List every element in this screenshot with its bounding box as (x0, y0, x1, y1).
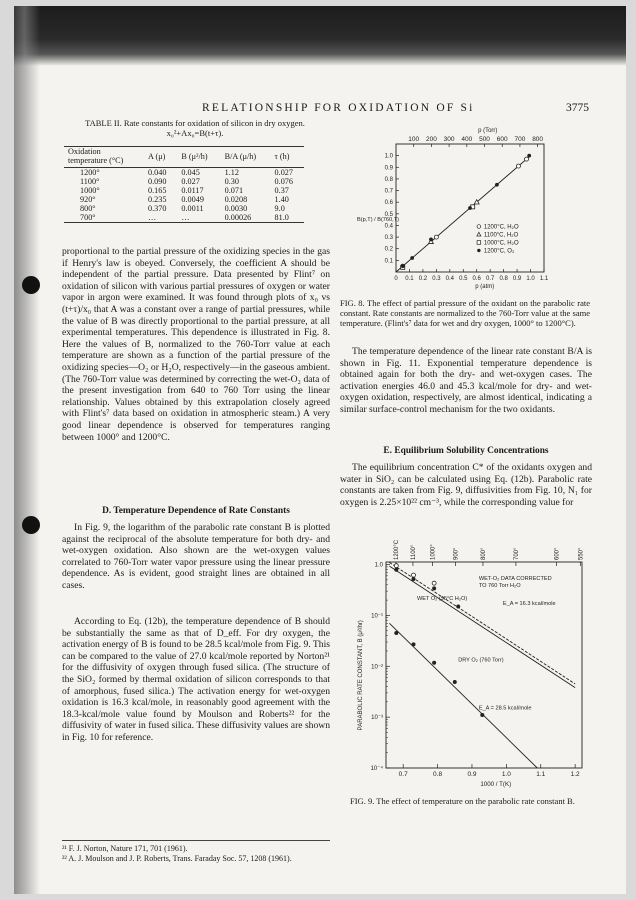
punch-hole (22, 276, 40, 294)
scan-shadow-left (14, 6, 40, 894)
x-tick-label: 0.8 (499, 276, 508, 282)
x-tick-label: 0.6 (472, 276, 481, 282)
section-d-heading: D. Temperature Dependence of Rate Constants (102, 506, 290, 516)
y-tick-label: 0.6 (384, 200, 393, 207)
x-tick-label: 1.1 (539, 276, 549, 282)
table-cell: 0.37 (274, 186, 289, 195)
data-point-dot (495, 183, 499, 187)
top-tick-label: 600 (496, 136, 508, 143)
table-cell: 0.076 (274, 177, 293, 186)
table-row (64, 195, 304, 204)
table-cell: 0.027 (274, 168, 293, 177)
y-tick-label: 0.2 (384, 246, 393, 253)
y-tick-label: 1.0 (374, 562, 383, 569)
fig-9-caption: FIG. 9. The effect of temperature on the parabolic rate constant B. (350, 796, 575, 806)
x-tick-label: 0 (394, 276, 398, 282)
top-tick-label: 500 (479, 136, 490, 143)
data-point-dot (432, 661, 436, 665)
data-point-dot (412, 642, 416, 646)
table-cell: 1.40 (274, 195, 289, 204)
table-cell: 0.0011 (181, 204, 204, 213)
table-row (64, 213, 304, 223)
legend-label: 1200°C, H₂O (483, 224, 519, 231)
table-cell: 0.071 (224, 186, 244, 195)
data-point-dot (453, 680, 457, 684)
data-point-dot (429, 238, 433, 242)
annotation-label: E_A = 28.5 kcal/mole (478, 705, 532, 712)
x-tick-label: 0.9 (512, 276, 522, 282)
legend-marker (477, 249, 480, 252)
y-tick-label: 0.9 (384, 165, 393, 172)
annotation-label: WET O₂ (95°C H₂O) (416, 596, 468, 603)
x-axis-label: 1000 / T(K) (480, 781, 512, 788)
y-axis-label: PARABOLIC RATE CONSTANT, B (μ²/hr) (358, 620, 364, 731)
table-cell: 0.045 (181, 168, 200, 177)
fig-9-chart (350, 532, 600, 794)
table-2-block (64, 118, 326, 223)
data-point-dot (456, 604, 460, 608)
table-cell: 0.027 (181, 177, 200, 186)
data-point-circle (516, 164, 520, 168)
table-cell: 1.12 (224, 168, 239, 177)
table-2-caption: TABLE II. Rate constants for oxidation of silicon in dry oxygen. x₀²+Ax₀=B(t+τ). (85, 118, 305, 138)
table-cell: 0.0117 (181, 186, 204, 195)
table-row (64, 177, 304, 186)
table-cell: 0.165 (148, 186, 167, 195)
x-tick-label: 1.2 (570, 771, 580, 778)
left-paragraph-3: According to Eq. (12b), the temperature dependence of B should be substantially the same as that of D_eff. For dry oxygen, the activation energy of B is found to be 28.5 kcal/mole from Fig. 9. This can be compared to the value of 27.0 kcal/mole reported by Norton²¹ for the diffusivity of oxygen through fused silica. (The structure of the SiO₂ formed by thermal oxidation of silicon corresponds to that of amorphous, fused silica.) The activation energy for wet-oxygen oxidation is 16.3 kcal/mole, in reasonably good agreement with the 18.3-kcal/mole value found by Moulson and Roberts²² for the diffusivity of water in fused silica. These diffusivity values are shown in Fig. 10 for reference. (62, 616, 330, 743)
page-number: 3775 (566, 102, 589, 114)
annotation-label: TO 760 Torr H₂O (478, 582, 521, 589)
y-tick-label: 0.8 (384, 176, 393, 183)
top-tick-label: 100 (408, 136, 420, 143)
data-point-dot (401, 264, 405, 268)
table-row (64, 186, 304, 195)
table-cell: 700° (64, 213, 144, 223)
legend-marker (477, 225, 481, 229)
data-point-dot (412, 577, 416, 581)
table-header-cell: Oxidation temperature (°C) (64, 147, 144, 168)
data-point-dot (394, 631, 398, 635)
left-paragraph-1: proportional to the partial pressure of the oxidizing species in the gas if Henry's law is obeyed. Conversely, the coefficient A should be independent of the partial pressure. Data presented by Flint⁷ on oxidation of silicon with various partial pressures of oxygen or water vapor in argon were examined. It was found through plots of x₀ vs (t+τ)/x₀ that A was a constant over a range of partial pressures, while the value of B was directly proportional to the partial pressure, at all experimental temperatures. This dependence is illustrated in Fig. 8. Here the values of B, normalized to the 760-Torr value at each temperature are shown as a function of the partial pressure of the oxidizing species—O₂ or H₂O, respectively—in the gaseous ambient. (The 760-Torr value was determined by correcting the wet-O₂ data of the present investigation from 640 to 760 Torr using the linear relationship. Values obtained by this extrapolation closely agreed with Flint's⁷ data based on oxidation in atmospheric steam.) A very good linear dependence is observed for temperatures ranging between 1000° and 1200°C. (62, 246, 330, 443)
punch-hole (22, 516, 40, 534)
table-cell: … (177, 213, 220, 223)
data-point-dot (480, 713, 484, 717)
data-point-dot (468, 206, 472, 210)
table-row (64, 168, 304, 178)
table-cell: 800° (80, 204, 96, 213)
top-tick-label: 1000° (430, 544, 437, 560)
x-axis-label: p (atm) (475, 284, 495, 290)
scan-shadow-top (14, 6, 626, 66)
rate-constants-table (64, 146, 304, 223)
top-tick-label: 700° (513, 547, 520, 560)
data-point-circle (432, 581, 436, 585)
table-cell: 0.30 (224, 177, 239, 186)
fit-line (396, 156, 531, 272)
table-header-cell: A (μ) (144, 147, 177, 168)
legend-marker (477, 232, 481, 236)
table-header-cell: B/A (μ/h) (221, 147, 271, 168)
annotation-label: WET-O₂ DATA CORRECTED (478, 575, 552, 582)
table-cell: 920° (80, 195, 96, 204)
legend-marker (477, 241, 481, 245)
right-paragraph-2: The equilibrium concentration C* of the oxidants oxygen and water in SiO₂ can be calculated using Eq. (12b). Parabolic rate constants are taken from Fig. 9, diffusivities from Fig. 10, N₁ for oxygen is 2.25×10²² cm⁻³, while the corresponding value for (340, 462, 592, 508)
data-point-dot (394, 568, 398, 572)
table-cell: 0.370 (148, 204, 167, 213)
table-cell: 1000° (80, 186, 100, 195)
table-cell: 81.0 (271, 213, 304, 223)
table-row (64, 204, 304, 213)
y-tick-label: 10⁻⁴ (370, 766, 383, 772)
x-tick-label: 0.9 (467, 771, 477, 778)
footnotes (62, 840, 330, 864)
y-tick-label: 10⁻³ (371, 715, 383, 722)
y-tick-label: 0.5 (384, 211, 393, 218)
table-header-cell: τ (h) (271, 147, 304, 168)
table-cell: 0.0208 (224, 195, 248, 204)
legend-label: 1200°C, O₂ (483, 248, 515, 255)
left-paragraph-2: In Fig. 9, the logarithm of the parabolic rate constant B is plotted against the reciprocal of the absolute temperature for both dry- and wet-oxygen oxidation. Also shown are the wet-oxygen values correlated to 760-Torr water vapor pressure using the linear pressure dependence. As is evident, good straight lines are obtained in all cases. (62, 522, 330, 591)
top-tick-label: 200 (425, 136, 437, 143)
x-tick-label: 0.5 (459, 276, 468, 282)
scanned-page (14, 6, 626, 894)
y-axis-label: B(p,T) / B(760,T) (357, 216, 399, 223)
section-e-heading: E. Equilibrium Solubility Concentrations (383, 446, 549, 456)
table-cell: 0.0030 (224, 204, 248, 213)
table-cell: 1200° (80, 168, 100, 177)
legend-label: 1100°C, H₂O (483, 232, 519, 239)
data-point-dot (410, 256, 414, 260)
table-cell: 0.090 (148, 177, 167, 186)
y-tick-label: 0.7 (384, 188, 393, 195)
top-tick-label: 800 (532, 136, 544, 143)
top-tick-label: 900° (453, 547, 460, 560)
table-header-cell: B (μ²/h) (177, 147, 220, 168)
table-cell: … (144, 213, 177, 223)
data-point-circle (434, 235, 438, 239)
fig-8-caption: FIG. 8. The effect of partial pressure of the oxidant on the parabolic rate constant. Rate constants are normalized to the 760-Torr value at the same temperature. (Flint's⁷ data for wet and dry oxygen, 1000° to 1200°C). (340, 298, 590, 328)
top-tick-label: 1200°C (393, 539, 400, 560)
top-tick-label: 400 (461, 136, 473, 143)
data-point-circle (412, 573, 416, 577)
data-point-dot (527, 154, 531, 158)
table-cell: 0.235 (148, 195, 167, 204)
annotation-label: DRY O₂ (760 Torr) (458, 657, 504, 664)
table-cell: 9.0 (274, 204, 285, 213)
running-header: RELATIONSHIP FOR OXIDATION OF Si (202, 102, 475, 114)
right-paragraph-1: The temperature dependence of the linear rate constant B/A is shown in Fig. 11. Exponential temperature dependence is obtained again for both the dry- and wet-oxygen cases. The activation energies 46.0 and 45.3 kcal/mole for dry- and wet-oxygen oxidation, respectively, are almost identical, indicating a similar surface-control mechanism for the two oxidants. (340, 346, 592, 415)
x-tick-label: 1.0 (526, 276, 535, 282)
fig-8-chart (352, 118, 572, 296)
y-tick-label: 10⁻² (371, 664, 383, 671)
annotation-label: E_A = 16.3 kcal/mole (502, 601, 556, 608)
top-tick-label: 800° (480, 547, 487, 560)
y-tick-label: 10⁻¹ (371, 613, 383, 620)
x-tick-label: 0.3 (432, 276, 441, 282)
plot-frame (386, 562, 582, 768)
top-tick-label: 700 (514, 136, 526, 143)
x-tick-label: 0.4 (445, 276, 454, 282)
table-cell: 0.0049 (181, 195, 204, 204)
footnote-22: ²² A. J. Moulson and J. P. Roberts, Trans. Faraday Soc. 57, 1208 (1961). (62, 854, 292, 863)
x-tick-label: 1.1 (536, 771, 546, 778)
x-tick-label: 0.2 (418, 276, 428, 282)
table-cell: 0.040 (148, 168, 167, 177)
data-point-circle (525, 157, 529, 161)
y-tick-label: 1.0 (384, 153, 393, 160)
top-tick-label: 1100° (410, 544, 417, 560)
table-cell: 1100° (80, 177, 100, 186)
top-tick-label: 550° (578, 547, 585, 560)
data-point-dot (432, 586, 436, 590)
data-point-circle (394, 564, 398, 568)
legend-label: 1000°C, H₂O (483, 240, 519, 247)
x-tick-label: 0.8 (433, 771, 443, 778)
x-tick-label: 1.0 (501, 771, 511, 778)
top-axis-label: p (Torr) (478, 128, 498, 134)
x-tick-label: 0.7 (486, 276, 495, 282)
x-tick-label: 0.1 (405, 276, 414, 282)
table-cell: 0.00026 (221, 213, 271, 223)
top-tick-label: 600° (554, 547, 561, 560)
y-tick-label: 0.1 (384, 258, 393, 265)
top-tick-label: 300 (443, 136, 455, 143)
y-tick-label: 0.3 (384, 235, 393, 242)
x-tick-label: 0.7 (398, 771, 408, 778)
y-tick-label: 0.4 (384, 223, 393, 230)
footnote-21: ²¹ F. J. Norton, Nature 171, 701 (1961). (62, 844, 188, 853)
